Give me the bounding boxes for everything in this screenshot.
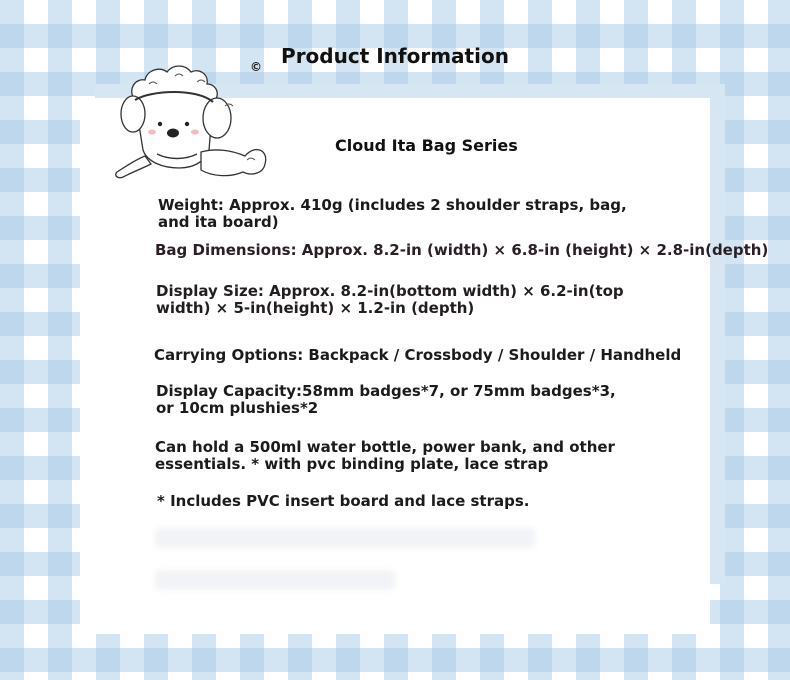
weight-spec: Weight: Approx. 410g (includes 2 shoulder straps, bag, and ita board) <box>158 196 627 231</box>
display-size-spec: Display Size: Approx. 8.2-in(bottom width) × 6.2-in(top width) × 5-in(height) × 1.2-in (depth) <box>156 282 624 317</box>
faded-text-smudge <box>155 570 395 590</box>
capacity-essentials-spec: Can hold a 500ml water bottle, power bank, and other essentials. * with pvc binding plate, lace strap <box>155 438 615 473</box>
faded-text-smudge <box>155 528 535 548</box>
copyright-icon: © <box>250 60 262 74</box>
display-capacity-spec: Display Capacity:58mm badges*7, or 75mm badges*3, or 10cm plushies*2 <box>156 382 616 417</box>
carrying-options-spec: Carrying Options: Backpack / Crossbody / Shoulder / Handheld <box>154 346 682 364</box>
sheep-dog-mascot-icon <box>105 60 275 185</box>
includes-note: * Includes PVC insert board and lace straps. <box>157 492 530 510</box>
bag-dimensions-spec: Bag Dimensions: Approx. 8.2-in (width) × 6.8-in (height) × 2.8-in(depth) <box>155 241 769 259</box>
series-title: Cloud Ita Bag Series <box>335 136 518 155</box>
page-title: Product Information <box>281 44 509 68</box>
